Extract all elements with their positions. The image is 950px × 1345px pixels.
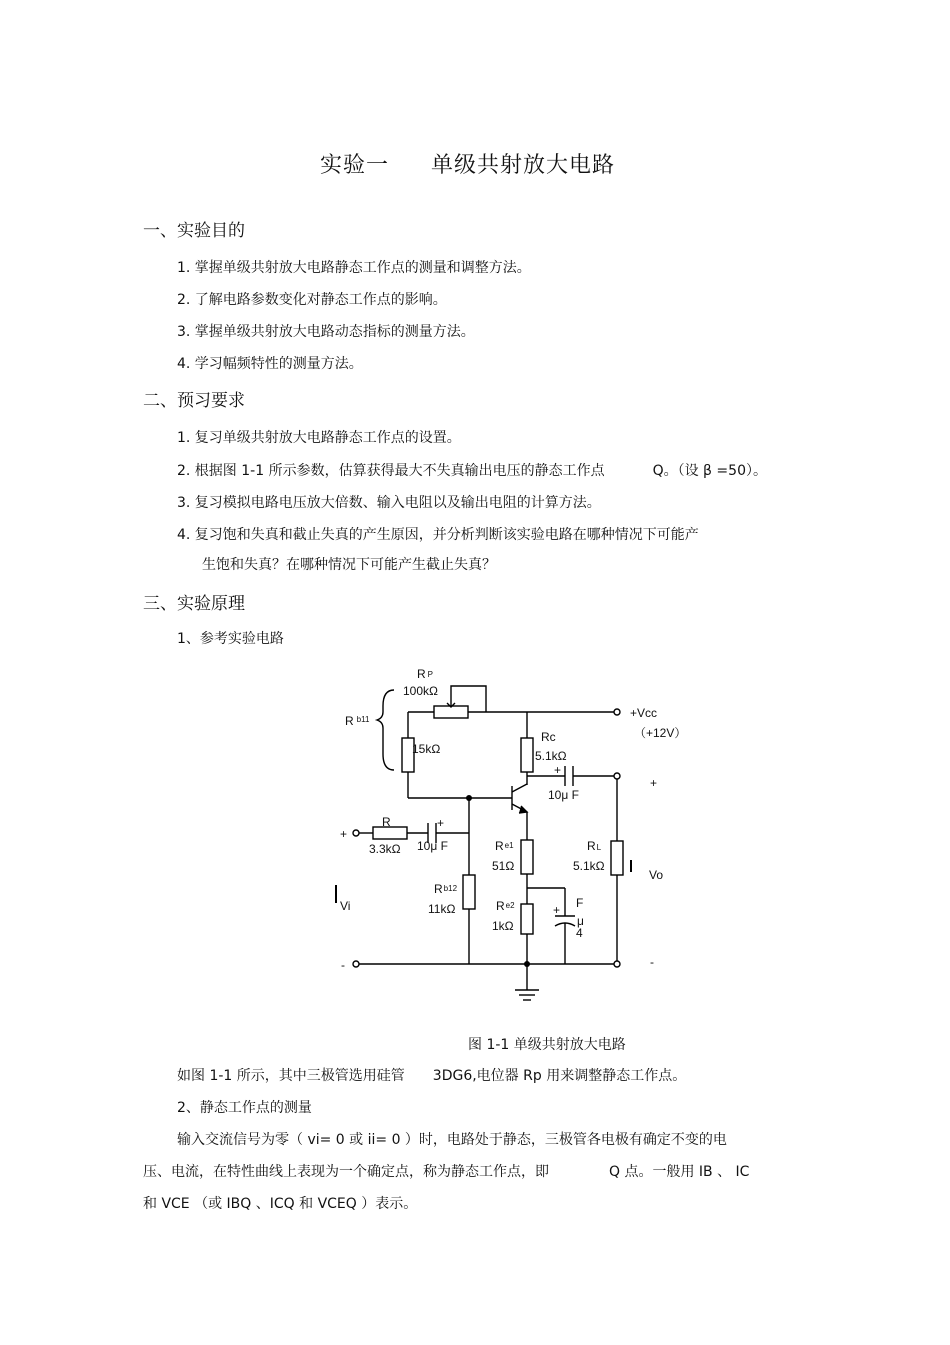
title-part2: 单级共射放大电路: [431, 153, 616, 178]
list-item: 3. 复习模拟电路电压放大倍数、输入电阻以及输出电阻的计算方法。: [177, 495, 601, 511]
paragraph-line: 和 VCE （或 IBQ 、ICQ 和 VCEQ ）表示。: [143, 1196, 418, 1212]
re2-label: Re2: [496, 899, 515, 913]
junction-dot: [466, 795, 472, 801]
input-plus-label: +: [340, 827, 348, 841]
paragraph: [177, 1065, 686, 1085]
input-plus-terminal: [353, 830, 359, 836]
list-item: 1. 复习单级共射放大电路静态工作点的设置。: [177, 430, 461, 446]
rp-value: 100kΩ: [403, 684, 438, 698]
item2-q: Q。（设 β =50）。: [652, 463, 767, 479]
rp-label: R P: [417, 667, 434, 681]
item2-text: 2. 根据图 1-1 所示参数，估算获得最大不失真输出电压的静态工作点: [177, 463, 605, 479]
list-item-continued: 生饱和失真？在哪种情况下可能产生截止失真？: [202, 557, 496, 573]
rl-value: 5.1kΩ: [573, 859, 605, 873]
rb12-label: Rb12: [434, 882, 458, 896]
c1-plus: +: [437, 816, 445, 830]
section3-heading: 三、实验原理: [143, 594, 245, 614]
vcc-value: （+12V）: [634, 726, 687, 740]
title-part1: 实验一: [320, 153, 390, 178]
ce-label-mu: μ: [577, 914, 584, 928]
vi-label: Vi: [340, 899, 351, 913]
subheading: 2、静态工作点的测量: [177, 1100, 312, 1116]
input-minus-label: -: [341, 958, 345, 972]
ce-plus: +: [553, 903, 561, 917]
rb12-value: 11kΩ: [428, 902, 456, 916]
ce-label-f: F: [576, 896, 584, 910]
section1-heading: 一、实验目的: [143, 221, 245, 241]
figure-caption: 图 1-1 单级共射放大电路: [468, 1037, 626, 1053]
rc-label: Rc: [541, 730, 556, 744]
list-item: 4. 学习幅频特性的测量方法。: [177, 356, 363, 372]
c2-value: 10μ F: [548, 788, 579, 802]
paragraph-part: Q 点。一般用 IB 、 IC: [609, 1164, 750, 1180]
list-item: 1. 掌握单级共射放大电路静态工作点的测量和调整方法。: [177, 260, 531, 276]
input-minus-terminal: [353, 961, 359, 967]
output-minus-terminal: [614, 961, 620, 967]
rc-value: 5.1kΩ: [535, 749, 567, 763]
r-input-value: 3.3kΩ: [369, 842, 401, 856]
paragraph: 输入交流信号为零（ vi= 0 或 ii= 0 ）时，电路处于静态，三极管各电极有确定不变的电: [177, 1132, 727, 1148]
re2-value: 1kΩ: [492, 919, 514, 933]
rb12-resistor: [463, 875, 475, 909]
paragraph-part: 3DG6,电位器 Rp 用来调整静态工作点。: [432, 1068, 687, 1084]
paragraph-part: 压、电流，在特性曲线上表现为一个确定点，称为静态工作点，即: [143, 1164, 549, 1180]
re1-value: 51Ω: [492, 859, 515, 873]
output-plus-label: +: [650, 776, 658, 790]
section2-heading: 二、预习要求: [143, 391, 245, 411]
junction-dot: [524, 961, 530, 967]
list-item: 4. 复习饱和失真和截止失真的产生原因，并分析判断该实验电路在哪种情况下可能产: [177, 527, 699, 543]
re1-label: Re1: [495, 839, 514, 853]
output-plus-terminal: [614, 773, 620, 779]
rl-label: RL: [587, 839, 602, 853]
subheading: 1、参考实验电路: [177, 631, 284, 647]
vcc-label: +Vcc: [630, 706, 658, 720]
paragraph-line: [143, 1161, 749, 1181]
list-item: 3. 掌握单级共射放大电路动态指标的测量方法。: [177, 324, 475, 340]
re1-resistor: [521, 840, 533, 874]
c1-value: 10μ F: [417, 839, 448, 853]
r-input-label: R: [382, 815, 391, 829]
vo-label: Vo: [649, 868, 664, 882]
vcc-terminal: [614, 709, 620, 715]
ce-label-4: 4: [576, 926, 583, 940]
paragraph-part: 如图 1-1 所示，其中三极管选用硅管: [177, 1068, 405, 1084]
list-item: 2. 了解电路参数变化对静态工作点的影响。: [177, 292, 447, 308]
c2-plus: +: [554, 763, 562, 777]
re2-resistor: [521, 904, 533, 934]
rl-resistor: [611, 841, 623, 875]
rb11-value: 15kΩ: [412, 742, 441, 756]
rc-resistor: [521, 738, 533, 772]
rb11-label: R $^{b11}$: [345, 714, 370, 728]
output-minus-label: -: [650, 955, 654, 969]
